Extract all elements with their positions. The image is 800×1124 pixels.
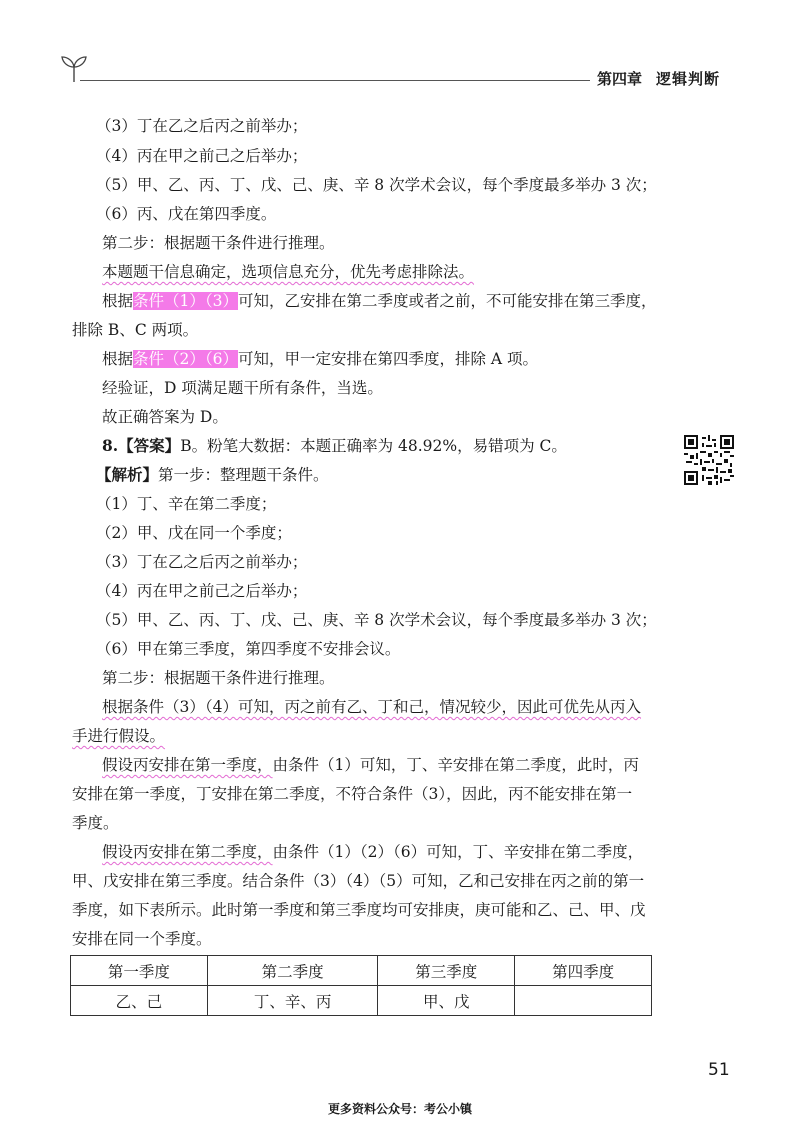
chapter-number: 第四章 bbox=[597, 70, 643, 88]
text-fragment: 可知，乙安排在第二季度或者之前，不可能安排在第三季度， bbox=[238, 292, 657, 310]
table-row bbox=[71, 986, 652, 1016]
annotated-text: 本题题干信息确定，选项信息充分，优先考虑排除法。 bbox=[102, 263, 475, 281]
annotated-text: 根据条件（3）（4）可知，丙之前有乙、丁和己，情况较少，因此可优先从丙入 bbox=[102, 698, 641, 716]
page-number: 51 bbox=[708, 1060, 730, 1080]
text-line: 季度，如下表所示。此时第一季度和第三季度均可安排庚，庚可能和乙、己、甲、戊 bbox=[72, 901, 646, 919]
header-rule bbox=[80, 80, 590, 81]
text-line: 排除 B、C 两项。 bbox=[72, 321, 199, 339]
text-fragment: 由条件（1）（2）（6）可知，丁、辛安排在第二季度， bbox=[272, 843, 644, 861]
answer-label: 8.【答案】 bbox=[102, 436, 181, 455]
table-header-cell: 第四季度 bbox=[515, 956, 652, 986]
highlighted-condition: 条件（2）（6） bbox=[133, 350, 238, 368]
annotated-text: 假设丙安排在第二季度， bbox=[102, 843, 273, 861]
text-line: 第二步：根据题干条件进行推理。 bbox=[102, 234, 335, 252]
text-line: 安排在同一个季度。 bbox=[72, 930, 212, 948]
text-fragment: 由条件（1）可知，丁、辛安排在第二季度，此时，丙 bbox=[272, 756, 639, 774]
text-fragment: 根据 bbox=[102, 350, 134, 368]
text-line: （2）甲、戊在同一个季度； bbox=[96, 524, 292, 542]
table-cell: 丁、辛、丙 bbox=[207, 986, 377, 1016]
text-line bbox=[102, 697, 641, 717]
text-line: 甲、戊安排在第三季度。结合条件（3）（4）（5）可知，乙和己安排在丙之前的第一 bbox=[72, 872, 645, 890]
text-line: 故正确答案为 D。 bbox=[102, 408, 228, 426]
season-table bbox=[70, 955, 652, 1016]
text-fragment: 根据 bbox=[102, 292, 134, 310]
text-line: （4）丙在甲之前己之后举办； bbox=[96, 582, 308, 600]
annotated-text: 假设丙安排在第一季度， bbox=[102, 756, 273, 774]
table-header-cell: 第一季度 bbox=[71, 956, 208, 986]
text-line bbox=[72, 726, 165, 746]
text-line: （6）甲在第三季度，第四季度不安排会议。 bbox=[96, 640, 401, 658]
text-line bbox=[96, 465, 329, 485]
text-line bbox=[102, 291, 657, 311]
text-fragment: B。粉笔大数据：本题正确率为 48.92%，易错项为 C。 bbox=[180, 437, 567, 455]
text-line bbox=[102, 842, 643, 862]
text-line bbox=[102, 262, 474, 282]
table-cell bbox=[515, 986, 652, 1016]
analysis-label: 【解析】 bbox=[96, 465, 159, 484]
text-line: （5）甲、乙、丙、丁、戊、己、庚、辛 8 次学术会议，每个季度最多举办 3 次； bbox=[96, 176, 657, 194]
chapter-heading bbox=[597, 68, 720, 89]
text-line: （3）丁在乙之后丙之前举办； bbox=[96, 553, 308, 571]
table-cell: 甲、戊 bbox=[378, 986, 515, 1016]
highlighted-condition: 条件（1）（3） bbox=[133, 292, 238, 310]
footer-note: 更多资料公众号：考公小镇 bbox=[327, 1102, 472, 1116]
text-line: 第二步：根据题干条件进行推理。 bbox=[102, 669, 335, 687]
text-line bbox=[102, 349, 538, 369]
chapter-title: 逻辑判断 bbox=[656, 70, 721, 88]
text-line bbox=[102, 755, 639, 775]
text-fragment: 第一步：整理题干条件。 bbox=[158, 466, 329, 484]
table-cell: 乙、己 bbox=[71, 986, 208, 1016]
text-line: 经验证，D 项满足题干所有条件，当选。 bbox=[102, 379, 383, 397]
annotated-text: 手进行假设。 bbox=[72, 727, 166, 745]
text-line: 季度。 bbox=[72, 814, 119, 832]
table-header-row bbox=[71, 956, 652, 986]
text-fragment: 可知，甲一定安排在第四季度，排除 A 项。 bbox=[238, 350, 539, 368]
table-header-cell: 第三季度 bbox=[378, 956, 515, 986]
text-line bbox=[102, 436, 567, 456]
table-header-cell: 第二季度 bbox=[207, 956, 377, 986]
text-line: （4）丙在甲之前己之后举办； bbox=[96, 147, 308, 165]
text-line: （1）丁、辛在第二季度； bbox=[96, 495, 277, 513]
text-line: （5）甲、乙、丙、丁、戊、己、庚、辛 8 次学术会议，每个季度最多举办 3 次； bbox=[96, 611, 657, 629]
qr-code-icon[interactable] bbox=[684, 435, 734, 485]
text-line: （3）丁在乙之后丙之前举办； bbox=[96, 117, 308, 135]
text-line: （6）丙、戊在第四季度。 bbox=[96, 205, 277, 223]
text-line: 安排在第一季度，丁安排在第二季度，不符合条件（3），因此，丙不能安排在第一 bbox=[72, 785, 633, 803]
